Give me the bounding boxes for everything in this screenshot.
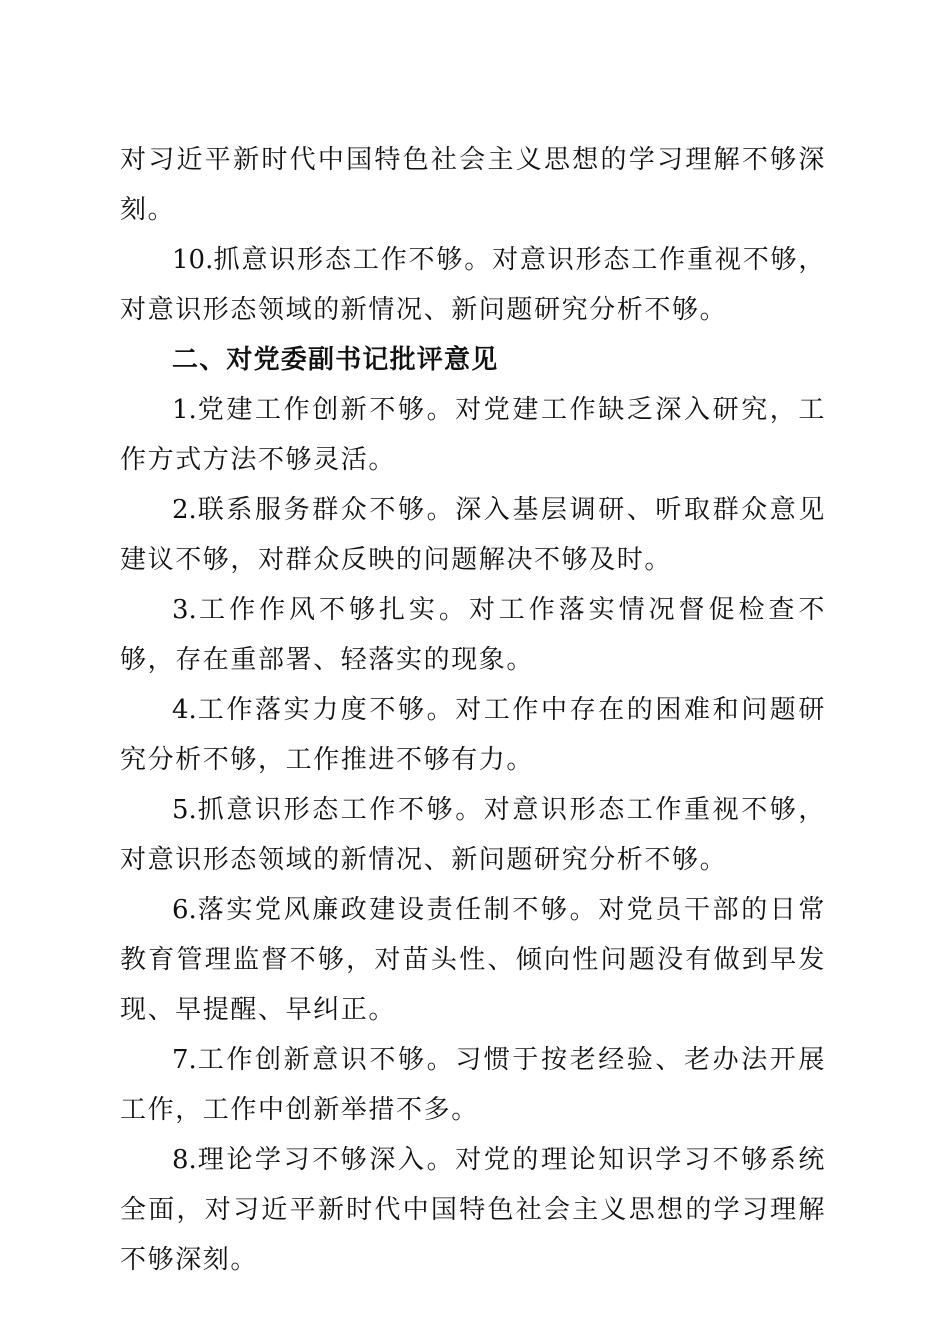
paragraph-item-5 [120, 785, 826, 885]
paragraph-text: 理论学习不够深入。对党的理论知识学习不够系统全面，对习近平新时代中国特色社会主义思想的学习理解不够深刻。 [120, 1145, 826, 1275]
document-body [120, 135, 826, 1285]
section-heading-text: 二、对党委副书记批评意见 [172, 345, 499, 375]
paragraph-text: 党建工作创新不够。对党建工作缺乏深入研究，工作方式方法不够灵活。 [120, 395, 826, 475]
paragraph-text: 联系服务群众不够。深入基层调研、听取群众意见建议不够，对群众反映的问题解决不够及时。 [120, 495, 826, 575]
item-number: 6. [172, 895, 197, 925]
paragraph-text: 工作作风不够扎实。对工作落实情况督促检查不够，存在重部署、轻落实的现象。 [120, 595, 826, 675]
section-heading [120, 335, 826, 385]
item-number: 8. [172, 1145, 197, 1175]
paragraph-text: 抓意识形态工作不够。对意识形态工作重视不够，对意识形态领域的新情况、新问题研究分析不够。 [120, 245, 826, 325]
item-number: 2. [172, 495, 197, 525]
paragraph-item-10 [120, 235, 826, 335]
item-number: 10. [172, 245, 214, 275]
paragraph-item-1 [120, 385, 826, 485]
paragraph-item-8 [120, 1135, 826, 1285]
paragraph-item-7 [120, 1035, 826, 1135]
item-number: 3. [172, 595, 197, 625]
paragraph-item-4 [120, 685, 826, 785]
paragraph-item-6 [120, 885, 826, 1035]
paragraph-item-3 [120, 585, 826, 685]
item-number: 4. [172, 695, 197, 725]
paragraph-item-2 [120, 485, 826, 585]
item-number: 1. [172, 395, 197, 425]
paragraph-text: 工作创新意识不够。习惯于按老经验、老办法开展工作，工作中创新举措不多。 [120, 1045, 826, 1125]
paragraph-text: 落实党风廉政建设责任制不够。对党员干部的日常教育管理监督不够，对苗头性、倾向性问题没有做到早发现、早提醒、早纠正。 [120, 895, 826, 1025]
paragraph-text: 对习近平新时代中国特色社会主义思想的学习理解不够深刻。 [120, 145, 826, 225]
paragraph-text: 抓意识形态工作不够。对意识形态工作重视不够，对意识形态领域的新情况、新问题研究分析不够。 [120, 795, 826, 875]
item-number: 5. [172, 795, 197, 825]
paragraph-continuation [120, 135, 826, 235]
paragraph-text: 工作落实力度不够。对工作中存在的困难和问题研究分析不够，工作推进不够有力。 [120, 695, 826, 775]
item-number: 7. [172, 1045, 197, 1075]
